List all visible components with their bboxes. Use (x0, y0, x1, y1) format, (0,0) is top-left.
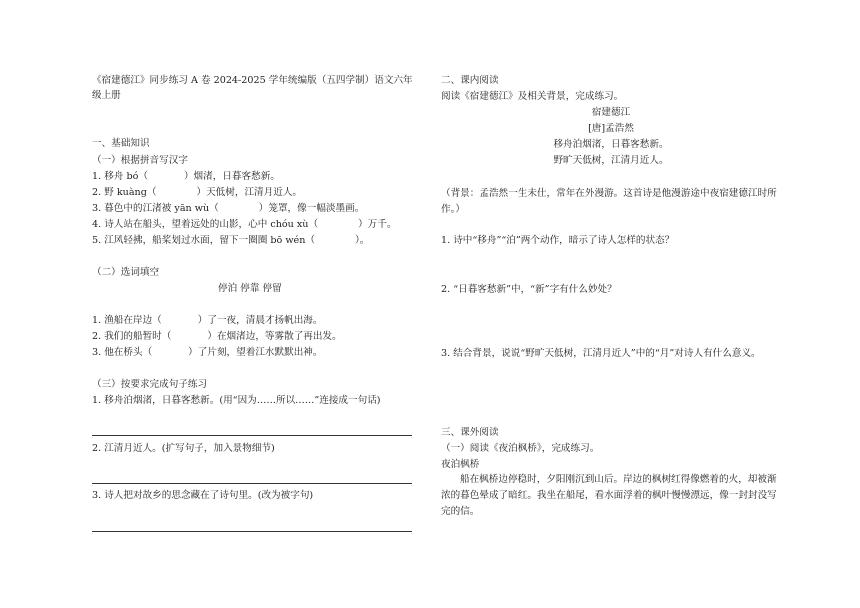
poem-line-2: 野旷天低树，江清月近人。 (553, 155, 669, 166)
sentence-item-1: 1. 移舟泊烟渚，日暮客愁新。(用“因为……所以……”连接成一句话) (92, 395, 381, 406)
pinyin-item-2: 2. 野 kuàng（ ）天低树，江清月近人。 (92, 187, 303, 198)
fill-item-3: 3. 他在桥头（ ）了片刻，望着江水默默出神。 (92, 347, 323, 358)
section1-heading: 一、基础知识 (92, 138, 150, 149)
poem-line-1: 移舟泊烟渚，日暮客愁新。 (553, 139, 669, 150)
answer-line-2[interactable] (92, 483, 412, 484)
sub2-heading: （二）选词填空 (92, 267, 160, 278)
passage-body: 船在枫桥边停稳时，夕阳刚沉到山后。岸边的枫树红得像燃着的火，却被渐浓的暮色晕成了暗红。我坐在船尾，看水面浮着的枫叶慢慢漂远，像一封封没写完的信。 (441, 474, 777, 517)
pinyin-item-3: 3. 暮色中的江渚被 yān wù（ ）笼罩，像一幅淡墨画。 (92, 203, 365, 214)
passage-title: 夜泊枫桥 (441, 459, 480, 470)
pinyin-item-4: 4. 诗人站在船头，望着远处的山影，心中 chóu xù（ ）万千。 (92, 219, 397, 230)
sub1-heading: （一）根据拼音写汉字 (92, 155, 188, 166)
worksheet-title: 《宿建德江》同步练习 A 卷 2024-2025 学年统编版（五四学制）语文六年级上册 (92, 75, 413, 101)
answer-line-3[interactable] (92, 531, 412, 532)
sentence-item-2: 2. 江清月近人。(扩写句子，加入景物细节) (92, 443, 275, 454)
poem-background: （背景：孟浩然一生未仕，常年在外漫游。这首诗是他漫游途中夜宿建德江时所作。） (441, 188, 777, 215)
poem-title: 宿建德江 (591, 107, 631, 118)
sub3-heading: （三）按要求完成句子练习 (92, 379, 208, 390)
section2-heading: 二、课内阅读 (441, 75, 499, 86)
sentence-item-3: 3. 诗人把对故乡的思念藏在了诗句里。(改为被字句) (92, 490, 314, 501)
reading-question-2: 2. “日暮客愁新”中，“新”字有什么妙处？ (441, 284, 617, 295)
reading-question-3: 3. 结合背景，说说“野旷天低树，江清月近人”中的“月”对诗人有什么意义。 (441, 348, 761, 359)
fill-item-1: 1. 渔船在岸边（ ）了一夜，清晨才扬帆出海。 (92, 315, 323, 326)
section2-intro: 阅读《宿建德江》及相关背景，完成练习。 (441, 91, 624, 102)
section3-sub-heading: （一）阅读《夜泊枫桥》，完成练习。 (441, 443, 600, 454)
answer-line-1[interactable] (92, 435, 412, 436)
word-choices: 停泊 停靠 停留 (218, 283, 282, 294)
fill-item-2: 2. 我们的船暂时（ ）在烟渚边，等雾散了再出发。 (92, 331, 342, 342)
poem-author: [唐]孟浩然 (588, 123, 634, 134)
pinyin-item-1: 1. 移舟 bó（ ）烟渚，日暮客愁新。 (92, 171, 280, 182)
pinyin-item-5: 5. 江风轻拂，船桨划过水面，留下一圈圈 bō wén（ ）。 (92, 235, 370, 246)
reading-question-1: 1. 诗中“移舟”“泊”两个动作，暗示了诗人怎样的状态？ (441, 235, 675, 246)
section3-heading: 三、课外阅读 (441, 427, 499, 438)
